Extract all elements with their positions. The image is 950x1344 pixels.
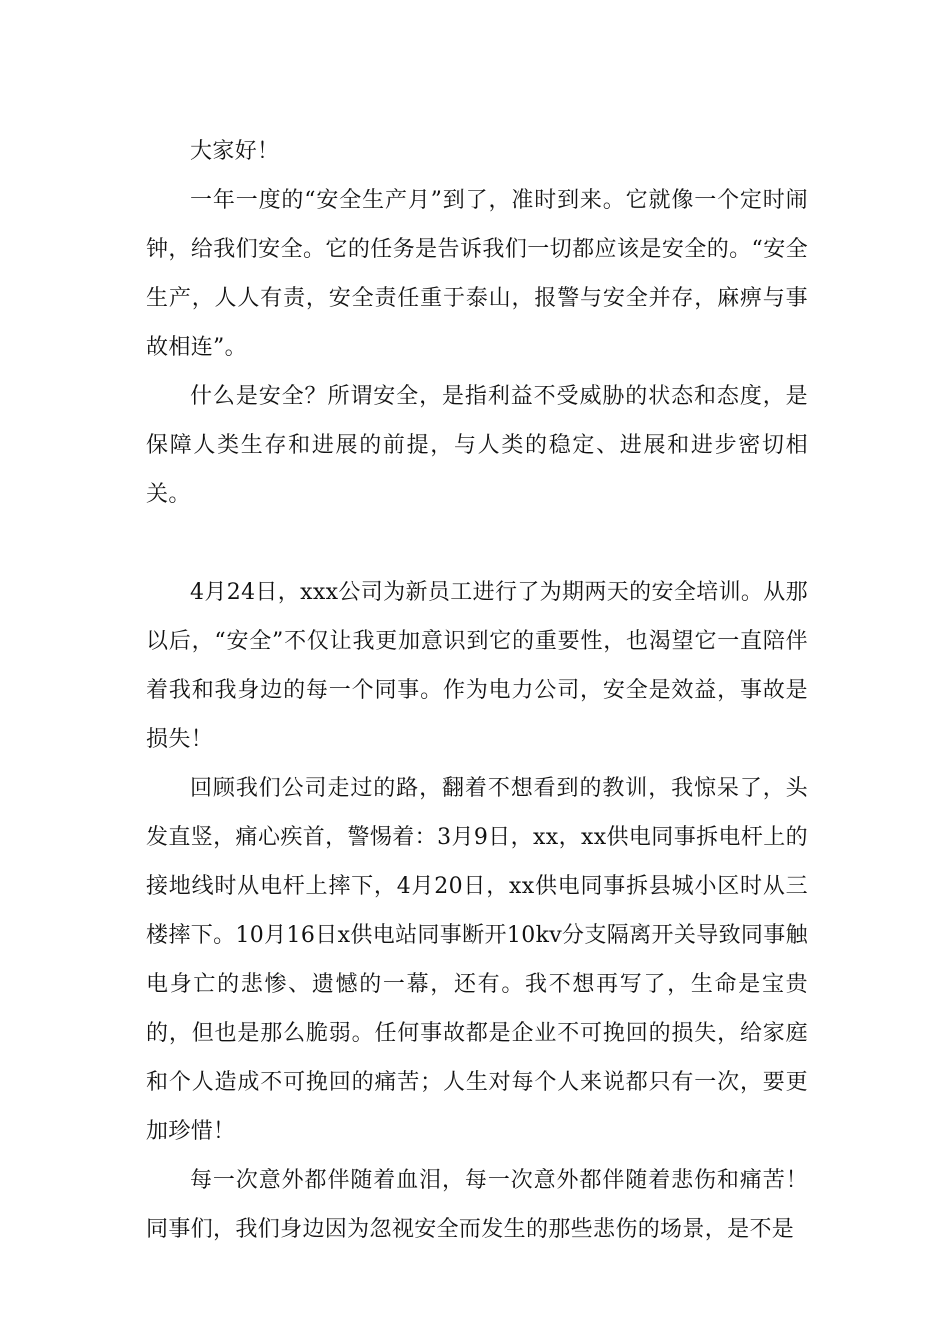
paragraph-accident-review: 回顾我们公司走过的路，翻着不想看到的教训，我惊呆了，头发直竖，痛心疾首，警惕着：3月9日，xx，xx供电同事拆电杆上的接地线时从电杆上摔下，4月20日，xx供电同事拆县城小区时从三楼摔下。10月16日x供电站同事断开10kv分支隔离开关导致同事触电身亡的悲惨、遗憾的一幕，还有。我不想再写了，生命是宝贵的，但也是那么脆弱。任何事故都是企业不可挽回的损失，给家庭和个人造成不可挽回的痛苦；人生对每个人来说都只有一次，要更加珍惜！ — [146, 776, 808, 1144]
paragraph-closing: 每一次意外都伴随着血泪，每一次意外都伴随着悲伤和痛苦！同事们，我们身边因为忽视安全而发生的那些悲伤的场景，是不是 — [146, 1168, 808, 1242]
paragraph-safety-month: 一年一度的“安全生产月”到了，准时到来。它就像一个定时闹钟，给我们安全。它的任务是告诉我们一切都应该是安全的。“安全生产，人人有责，安全责任重于泰山，报警与安全并存，麻痹与事故相连”。 — [146, 188, 808, 360]
document-body — [146, 127, 808, 1254]
paragraph-safety-training: 4月24日，xxx公司为新员工进行了为期两天的安全培训。从那以后，“安全”不仅让我更加意识到它的重要性，也渴望它一直陪伴着我和我身边的每一个同事。作为电力公司，安全是效益，事故是损失！ — [146, 580, 808, 752]
paragraph-greeting: 大家好！ — [190, 139, 280, 164]
paragraph-what-is-safety: 什么是安全？所谓安全，是指利益不受威胁的状态和态度，是保障人类生存和进展的前提，与人类的稳定、进展和进步密切相关。 — [146, 384, 808, 507]
